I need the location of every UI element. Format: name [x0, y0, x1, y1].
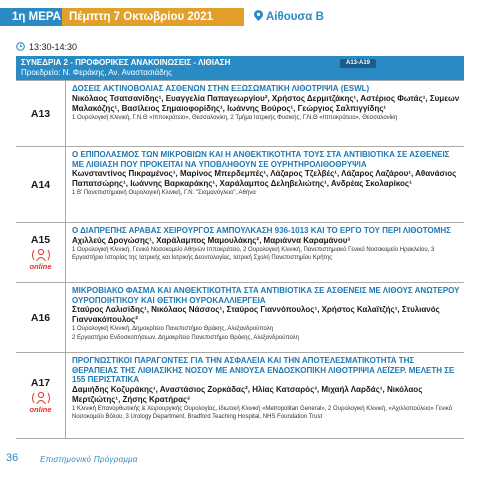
abstract-title: Ο ΕΠΙΠΟΛΑΣΜΟΣ ΤΩΝ ΜΙΚΡΟΒΙΩΝ ΚΑΙ Η ΑΝΘΕΚΤΙΚΟΤΗΤΑ ΤΟΥΣ ΣΤΑ ΑΝΤΙΒΙΟΤΙΚΑ ΣΕ ΑΣΘΕΝΕΙΣ ΜΕ ΛΙΘΙΑΣΗ ΠΟΥ ΠΡΟΚΕΙΤΑΙ ΝΑ ΥΠΟΒΛΗΘΟΥΝ ΣΕ ΟΥΡΗΤΗΡΟΛΙΘΟΘΡΥΨΙΑ: [72, 150, 450, 169]
abstract-affiliations: 1 Ουρολογική Κλινική, Δημοκρίτειο Πανεπιστήμιο Θράκης, Αλεξανδρούπολη 2 Εργαστήριο Ενδοσκοπήσεων, Δημοκρίτειο Πανεπιστήμιο Θράκης, Αλεξανδρούπολη: [72, 326, 300, 341]
time-slot: [16, 42, 77, 52]
abstract-affiliations: 1 Ουρολογική Κλινική, Γενικό Νοσοκομείο Αθηνών Ιπποκράτειο, 2 Ουρολογική Κλινική, Πανεπιστημιακό Γενικό Νοσοκομείο Ηρακλείου, 3 Εργαστήριο Ιστορίας της Ιατρικής και Ιατρικής Δεοντολογίας, Ιατρική Σχολή Πανεπιστημίου Κρήτης: [72, 246, 435, 261]
abstract-id: A16: [30, 311, 51, 324]
abstract-id: A17: [30, 377, 51, 389]
abstract-authors: Νικόλαος Τσατσανίδης¹, Ευαγγελία Παπαγεωργίου², Χρήστος Δερμιτζάκης¹, Αστέριος Φωτάς¹, Συμεων Μαλακόζης¹, Βασίλειος Σημαιοφορίδης¹, Ιωάννης Βούρος¹, Γεώργιος Σαλπιγγίδης¹: [72, 93, 460, 113]
online-label: online: [29, 405, 52, 414]
abstract-authors: Δαμιήδης Κοζυράκης¹, Αναστάσιος Ζορκάδας², Ηλίας Κατσαρός³, Μιχαήλ Λαρδάς¹, Νικόλαος Μερτζιώτης¹, Ζήσης Κρατήρας³: [72, 384, 423, 404]
abstract-id-cell: [16, 81, 66, 146]
date-badge: Πέμπτη 7 Οκτωβρίου 2021: [62, 8, 244, 26]
abstract-authors: Κωνσταντίνος Πικραμένος¹, Μαρίνος Μπερδεμπές¹, Λάζαρος Τζελβές¹, Λάζαρος Λαζάρου¹, Αθανάσιος Παπατσώρης¹, Ιωάννης Βαρκαράκης¹, Χαράλαμπος Δεληβελιώτης¹, Ανδρέας Σκολαρίκος¹: [72, 169, 457, 188]
location-pin-icon: [254, 10, 263, 21]
abstract-row-a16: [16, 283, 464, 353]
abstract-row-a14: [16, 147, 464, 223]
room-label: [254, 8, 324, 26]
abstract-id-cell: [16, 353, 66, 438]
clock-icon: [16, 42, 25, 51]
abstract-row-a15: [16, 223, 464, 283]
abstract-id-cell: [16, 283, 66, 352]
abstract-affiliations: 1 Β' Πανεπιστημιακή Ουρολογική Κλινική, Γ.Ν. "Σισμανόγλειο", Αθήνα: [72, 190, 256, 196]
session-title: ΣΥΝΕΔΡΙΑ 2 - ΠΡΟΦΟΡΙΚΕΣ ΑΝΑΚΟΙΝΩΣΕΙΣ - ΛΙΘΙΑΣΗ: [21, 58, 231, 67]
abstract-content: [72, 286, 460, 342]
abstract-title: ΜΙΚΡΟΒΙΑΚΟ ΦΑΣΜΑ ΚΑΙ ΑΝΘΕΚΤΙΚΟΤΗΤΑ ΣΤΑ ΑΝΤΙΒΙΟΤΙΚΑ ΣΕ ΑΣΘΕΝΕΙΣ ΜΕ ΛΙΘΟΥΣ ΑΝΩΤΕΡΟΥ ΟΥΡΟΠΟΙΗΤΙΚΟΥ ΚΑΙ ΘΕΤΙΚΗ ΟΥΡΟΚΑΛΛΙΕΡΓΕΙΑ: [72, 286, 460, 305]
abstract-content: [72, 84, 460, 122]
session-chairs: Προεδρείο: Ν. Φεράκης, Αν. Αναστασιάδης: [21, 68, 172, 77]
online-person-icon: [31, 390, 51, 406]
abstract-content: [72, 226, 460, 263]
abstract-id: A13: [30, 107, 51, 120]
abstract-id-cell: [16, 223, 66, 282]
abstract-row-a17: [16, 353, 464, 439]
session-code-badge: A13-A19: [340, 59, 376, 68]
footer-title: Επιστημονικό Πρόγραμμα: [40, 455, 138, 464]
abstract-affiliations: 1 Κλινική Επανορθωτικής & Χειρουργικής Ουρολογίας, Ιδιωτική Κλινική «Metropolitan General», 2 Ουρολογική Κλινική, «Αχιλλοπούλειο» Γενικό Νοσοκομείο Βόλου, 3 Urology Department, Bradford Teaching Hospital, NHS Foundation Trust: [72, 405, 453, 420]
page-footer: [0, 444, 480, 480]
online-badge: [29, 247, 51, 271]
abstract-authors: Σταύρος Λαλισίδης¹, Νικόλαος Νάσσος¹, Σταύρος Γιαννόπουλος¹, Χρήστος Καλαϊτζής¹, Στυλιανός Γιαννακόπουλος²: [72, 305, 440, 324]
header-bar: [0, 8, 480, 26]
session-header: [16, 56, 464, 80]
abstract-id-cell: [16, 147, 66, 222]
day-badge: 1η ΜΕΡΑ: [0, 8, 62, 26]
online-badge: [29, 390, 51, 414]
abstract-title: ΔΟΣΕΙΣ ΑΚΤΙΝΟΒΟΛΙΑΣ ΑΣΘΕΝΩΝ ΣΤΗΝ ΕΞΩΣΩΜΑΤΙΚΗ ΛΙΘΟΤΡΙΨΙΑ (ESWL): [72, 84, 370, 93]
abstract-id: A14: [30, 178, 51, 191]
abstract-table: [16, 80, 464, 420]
online-label: online: [29, 262, 52, 271]
abstract-content: [72, 150, 460, 198]
abstract-id: A15: [30, 234, 51, 246]
time-text: 13:30-14:30: [29, 42, 78, 52]
abstract-title: ΠΡΟΓΝΩΣΤΙΚΟΙ ΠΑΡΑΓΟΝΤΕΣ ΓΙΑ ΤΗΝ ΑΣΦΑΛΕΙΑ ΚΑΙ ΤΗΝ ΑΠΟΤΕΛΕΣΜΑΤΙΚΟΤΗΤΑ ΤΗΣ ΘΕΡΑΠΕΙΑΣ ΤΗΣ ΛΙΘΙΑΣΙΚΗΣ ΝΟΣΟΥ ΜΕ ΑΝΙΟΥΣΑ ΕΝΔΟΣΚΟΠΙΚΗ ΛΙΘΟΤΡΙΨΙΑ ΛΕΪΖΕΡ. ΜΕΛΕΤΗ ΣΕ 155 ΠΕΡΙΣΤΑΤΙΚΑ: [72, 356, 455, 384]
page-number: 36: [6, 452, 19, 464]
abstract-title: Ο ΔΙΑΠΡΕΠΗΣ ΑΡΑΒΑΣ ΧΕΙΡΟΥΡΓΟΣ ΑΜΠΟΥΛΚΑΣΗ 936-1013 ΚΑΙ ΤΟ ΕΡΓΟ ΤΟΥ ΠΕΡΙ ΛΙΘΟΤΟΜΗΣ: [72, 226, 451, 235]
room-name: Αίθουσα Β: [266, 11, 324, 23]
abstract-authors: Αχιλλεύς Δρογώσης¹, Χαράλαμπος Μαμουλάκης², Μαριάννα Καραμάνου³: [72, 235, 351, 245]
online-person-icon: [31, 247, 51, 263]
abstract-content: [72, 356, 460, 422]
abstract-row-a13: [16, 81, 464, 147]
abstract-affiliations: 1 Ουρολογική Κλινική, Γ.Ν.Θ «Ιπποκράτειο», Θεσσαλονίκη, 2 Τμήμα Ιατρικής Φυσικής, Γ.Ν.Θ «Ιπποκράτειο», Θεσσαλονίκη: [72, 114, 398, 121]
